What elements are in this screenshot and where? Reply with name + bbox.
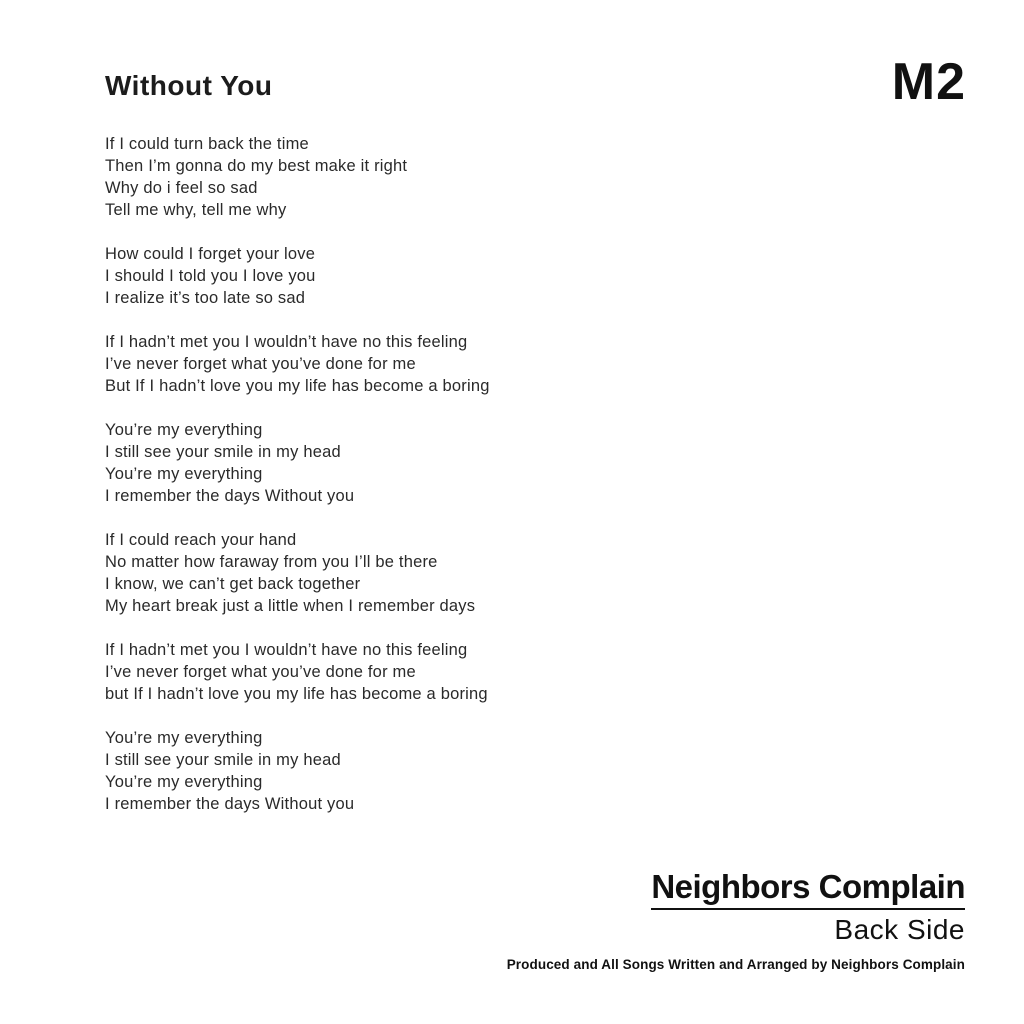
track-number-label: M2 xyxy=(891,53,966,111)
production-credit: Produced and All Songs Written and Arranged by Neighbors Complain xyxy=(506,957,965,973)
lyric-line: My heart break just a little when I remember days xyxy=(105,597,476,615)
lyric-line: You’re my everything xyxy=(105,421,263,439)
lyric-line: I’ve never forget what you’ve done for me xyxy=(105,355,416,373)
album-title: Back Side xyxy=(834,913,965,945)
lyric-stanza xyxy=(105,243,665,309)
lyric-line: If I could turn back the time xyxy=(105,135,309,153)
lyric-line: I realize it’s too late so sad xyxy=(105,289,306,307)
lyric-line: If I could reach your hand xyxy=(105,531,297,549)
lyric-line: I remember the days Without you xyxy=(105,795,355,813)
lyric-stanza xyxy=(105,133,665,221)
lyrics xyxy=(105,133,665,837)
lyric-line: You’re my everything xyxy=(105,729,263,747)
lyric-line: Then I’m gonna do my best make it right xyxy=(105,157,408,175)
lyric-stanza xyxy=(105,529,665,617)
artist-name: Neighbors Complain xyxy=(651,870,965,910)
lyric-line: How could I forget your love xyxy=(105,245,316,263)
lyric-stanza xyxy=(105,331,665,397)
lyric-line: But If I hadn’t love you my life has become a boring xyxy=(105,377,490,395)
lyric-line: You’re my everything xyxy=(105,465,263,483)
lyric-line: If I hadn’t met you I wouldn’t have no this feeling xyxy=(105,333,468,351)
lyric-stanza xyxy=(105,639,665,705)
song-title: Without You xyxy=(105,70,273,101)
lyric-line: I know, we can’t get back together xyxy=(105,575,361,593)
lyric-line: I still see your smile in my head xyxy=(105,751,341,769)
lyric-line: Why do i feel so sad xyxy=(105,179,258,197)
lyric-stanza xyxy=(105,727,665,815)
footer-credits xyxy=(507,870,965,972)
lyric-line: I should I told you I love you xyxy=(105,267,316,285)
lyric-stanza xyxy=(105,419,665,507)
lyric-line: I remember the days Without you xyxy=(105,487,355,505)
lyric-line: Tell me why, tell me why xyxy=(105,201,287,219)
lyric-line: I’ve never forget what you’ve done for me xyxy=(105,663,416,681)
lyric-line: If I hadn’t met you I wouldn’t have no this feeling xyxy=(105,641,468,659)
lyric-line: You’re my everything xyxy=(105,773,263,791)
lyric-line: but If I hadn’t love you my life has become a boring xyxy=(105,685,488,703)
lyric-line: I still see your smile in my head xyxy=(105,443,341,461)
lyric-line: No matter how faraway from you I’ll be there xyxy=(105,553,438,571)
